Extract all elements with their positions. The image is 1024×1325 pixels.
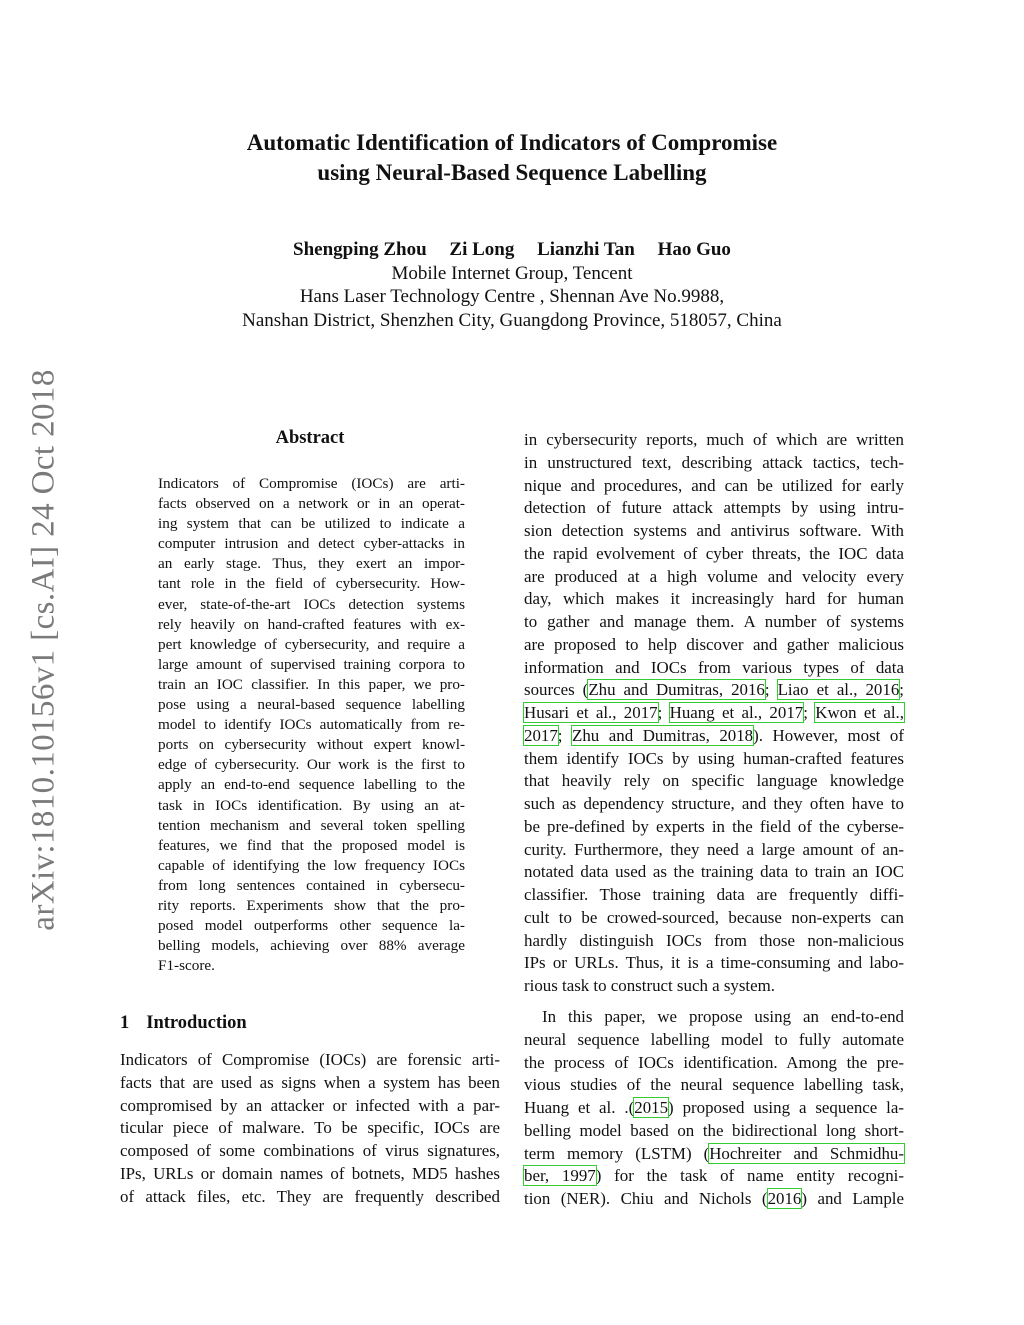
- text-line: IPs or URLs. Thus, it is a time-consuming and labo-: [524, 953, 904, 973]
- citation-link[interactable]: Zhu and Dumitras, 2018: [572, 725, 754, 745]
- text-line: belling models, achieving over 88% average: [158, 937, 465, 955]
- text-line: pert knowledge of cybersecurity, and require a: [158, 635, 465, 653]
- text-line: neural sequence labelling model to fully automate: [524, 1029, 904, 1049]
- text-line: rious task to construct such a system.: [524, 976, 775, 995]
- text-line: classifier. Those training data are frequently diffi-: [524, 885, 904, 904]
- author-block: [0, 238, 1024, 332]
- text-line: large amount of supervised training corpora to: [158, 655, 465, 673]
- text-line: model to identify IOCs automatically from re-: [158, 716, 465, 734]
- text-fragment: tion (NER). Chiu and Nichols (: [524, 1189, 768, 1208]
- title-line-2: using Neural-Based Sequence Labelling: [317, 160, 707, 185]
- text-line: F1-score.: [158, 957, 215, 975]
- affiliation-line: Nanshan District, Shenzhen City, Guangdong Province, 518057, China: [242, 309, 782, 331]
- text-line: task in IOCs identification. By using an at-: [158, 796, 465, 814]
- arxiv-stamp-text: arXiv:1810.10156v1 [cs.AI] 24 Oct 2018: [25, 369, 62, 931]
- text-line: vious studies of the neural sequence labelling task,: [524, 1075, 904, 1095]
- text-line: [524, 1165, 904, 1188]
- intro-right-column-para2: [524, 1006, 904, 1211]
- text-line: the process of IOCs identification. Among the pre-: [524, 1052, 904, 1072]
- text-line: be pre-defined by experts in the field of the cyberse-: [524, 816, 904, 836]
- text-line: [524, 1188, 904, 1211]
- text-line: pose using a neural-based sequence labelling: [158, 696, 465, 714]
- citation-link[interactable]: 2016: [767, 1189, 802, 1208]
- text-line: that heavily rely on specific language knowledge: [524, 771, 904, 791]
- text-line: nique and procedures, and can be utilized for early: [524, 475, 904, 495]
- text-line: ticular piece of malware. To be specific, IOCs are: [120, 1118, 500, 1138]
- section-heading-introduction: [120, 1013, 247, 1034]
- text-line: In this paper, we propose using an end-to-end: [542, 1007, 904, 1026]
- text-line: [524, 1097, 904, 1120]
- text-line: Indicators of Compromise (IOCs) are forensic arti-: [120, 1050, 500, 1069]
- citation-link[interactable]: ber, 1997: [524, 1166, 596, 1186]
- abstract-heading: Abstract: [275, 428, 345, 448]
- citation-link[interactable]: Huang et al., 2017: [669, 703, 804, 722]
- citation-link[interactable]: Hochreiter and Schmidhu-: [709, 1143, 904, 1163]
- author-name: Hao Guo: [657, 239, 731, 260]
- author-names: [0, 238, 1024, 262]
- text-line: compromised by an attacker or infected with a par-: [120, 1095, 500, 1115]
- text-fragment: ). However, most of: [753, 725, 904, 745]
- section-number: 1: [120, 1013, 130, 1033]
- text-fragment: ) and Lample: [801, 1189, 904, 1208]
- text-line: sion detection systems and antivirus software. With: [524, 521, 904, 540]
- text-line: hardly distinguish IOCs from those non-malicious: [524, 930, 904, 950]
- text-line: features, we find that the proposed model is: [158, 836, 465, 854]
- author-name: Lianzhi Tan: [537, 239, 635, 260]
- text-line: [524, 725, 904, 748]
- text-line: [524, 679, 904, 702]
- citation-link[interactable]: 2015: [634, 1098, 669, 1117]
- citation-link[interactable]: Zhu and Dumitras, 2016: [588, 680, 765, 700]
- intro-right-column-para1: [524, 429, 904, 998]
- abstract-body: [158, 474, 465, 976]
- affiliation-line: Hans Laser Technology Centre , Shennan Ave No.9988,: [299, 286, 725, 307]
- text-line: detection of future attack attempts by using intru-: [524, 498, 904, 518]
- text-line: ever, state-of-the-art IOCs detection systems: [158, 595, 465, 613]
- text-line: [524, 702, 904, 725]
- text-line: train an IOC classifier. In this paper, we pro-: [158, 675, 465, 693]
- citation-link[interactable]: 2017: [524, 725, 558, 745]
- text-line: of attack files, etc. They are frequently described: [120, 1186, 500, 1206]
- text-fragment: ;: [557, 725, 563, 745]
- text-line: an early stage. Thus, they exert an impor-: [158, 555, 465, 573]
- text-line: them identify IOCs by using human-crafted features: [524, 748, 904, 768]
- text-line: [524, 1143, 904, 1166]
- text-fragment: ;: [803, 703, 808, 722]
- text-fragment: sources (: [524, 680, 589, 700]
- text-line: from long sentences contained in cybersecu-: [158, 876, 465, 894]
- text-line: IPs, URLs or domain names of botnets, MD5 hashes: [120, 1163, 500, 1183]
- text-fragment: ;: [764, 680, 770, 700]
- text-line: tant role in the field of cybersecurity. How-: [158, 575, 465, 593]
- text-line: facts that are used as signs when a system has been: [120, 1072, 500, 1092]
- text-line: in cybersecurity reports, much of which are written: [524, 430, 904, 449]
- text-line: information and IOCs from various types of data: [524, 657, 904, 677]
- text-line: facts observed on a network or in an operat-: [158, 495, 465, 513]
- text-fragment: ) for the task of name entity recogni-: [595, 1166, 904, 1186]
- text-line: composed of some combinations of virus signatures,: [120, 1141, 500, 1160]
- citation-link[interactable]: Husari et al., 2017: [524, 703, 658, 722]
- section-title: Introduction: [146, 1013, 247, 1033]
- citation-link[interactable]: Kwon et al.,: [815, 703, 904, 722]
- text-line: capable of identifying the low frequency IOCs: [158, 856, 465, 874]
- text-line: belling model based on the bidirectional long short-: [524, 1120, 904, 1140]
- text-line: ports on cybersecurity without expert knowl-: [158, 736, 465, 754]
- text-line: Indicators of Compromise (IOCs) are arti-: [158, 475, 465, 492]
- text-line: in unstructured text, describing attack tactics, tech-: [524, 452, 904, 472]
- affiliation-line: Mobile Internet Group, Tencent: [391, 262, 633, 284]
- text-line: rely heavily on hand-crafted features with ex-: [158, 615, 465, 633]
- text-fragment: term memory (LSTM) (: [524, 1143, 710, 1163]
- text-line: edge of cybersecurity. Our work is the first to: [158, 756, 465, 774]
- text-line: posed model outperforms other sequence la-: [158, 917, 465, 935]
- paper-title: [0, 128, 1024, 188]
- text-line: to gather and manage them. A number of systems: [524, 612, 904, 631]
- text-line: ing system that can be utilized to indicate a: [158, 515, 465, 533]
- text-fragment: ) proposed using a sequence la-: [668, 1098, 904, 1117]
- text-line: curity. Furthermore, they need a large amount of an-: [524, 839, 904, 859]
- text-line: tention mechanism and several token spelling: [158, 816, 465, 834]
- text-line: such as dependency structure, and they often have to: [524, 794, 904, 813]
- author-name: Shengping Zhou: [293, 239, 427, 260]
- author-name: Zi Long: [449, 239, 515, 260]
- text-line: rity reports. Experiments show that the pro-: [158, 896, 465, 914]
- text-line: are proposed to help discover and gather malicious: [524, 634, 904, 654]
- intro-left-column: [120, 1049, 500, 1208]
- text-line: the rapid evolvement of cyber threats, the IOC data: [524, 543, 904, 563]
- text-fragment: ;: [899, 680, 904, 700]
- text-line: day, which makes it increasingly hard for human: [524, 589, 904, 609]
- text-line: are produced at a high volume and velocity every: [524, 566, 904, 586]
- text-line: notated data used as the training data to train an IOC: [524, 862, 904, 882]
- text-line: computer intrusion and detect cyber-attacks in: [158, 535, 465, 553]
- text-fragment: Huang et al. .(: [524, 1098, 635, 1117]
- title-line-1: Automatic Identification of Indicators of Compromise: [246, 130, 778, 155]
- text-fragment: ;: [657, 703, 663, 722]
- text-line: apply an end-to-end sequence labelling to the: [158, 776, 465, 794]
- text-line: cult to be crowed-sourced, because non-experts can: [524, 907, 904, 927]
- citation-link[interactable]: Liao et al., 2016: [777, 680, 900, 700]
